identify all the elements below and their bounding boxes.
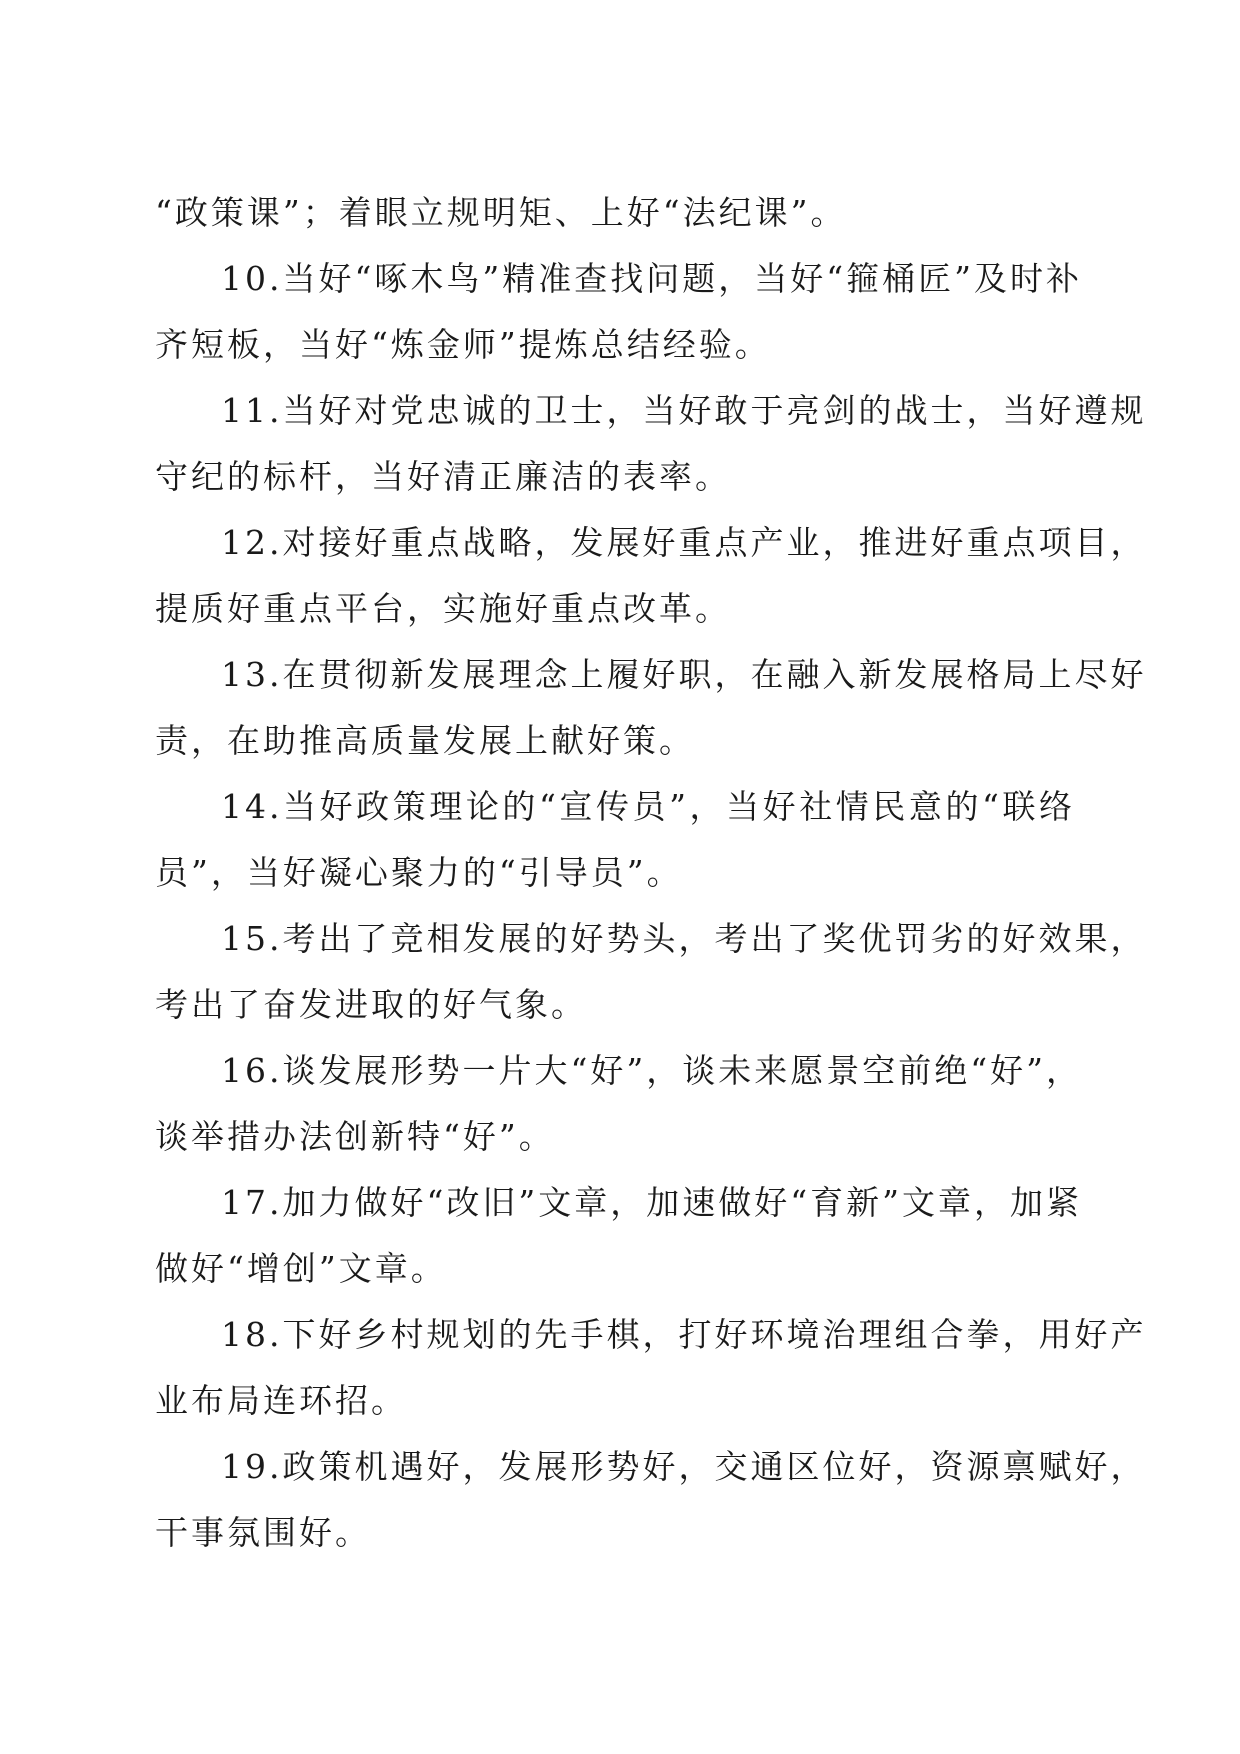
text-line: 12.对接好重点战略，发展好重点产业，推进好重点项目， (221, 523, 1147, 562)
text-line: 做好“增创”文章。 (155, 1249, 447, 1288)
text-line: 14.当好政策理论的“宣传员”，当好社情民意的“联络 (221, 787, 1075, 826)
text-line: 干事氛围好。 (155, 1513, 371, 1552)
text-line: 16.谈发展形势一片大“好”，谈未来愿景空前绝“好”， (221, 1051, 1082, 1090)
text-line: 谈举措办法创新特“好”。 (155, 1117, 555, 1156)
text-line: 守纪的标杆，当好清正廉洁的表率。 (155, 457, 731, 496)
text-line: 员”，当好凝心聚力的“引导员”。 (155, 853, 683, 892)
text-line: 齐短板，当好“炼金师”提炼总结经验。 (155, 325, 771, 364)
text-line: 17.加力做好“改旧”文章，加速做好“育新”文章，加紧 (221, 1183, 1082, 1222)
text-line: 提质好重点平台，实施好重点改革。 (155, 589, 731, 628)
text-line: 业布局连环招。 (155, 1381, 407, 1420)
text-line: 15.考出了竞相发展的好势头，考出了奖优罚劣的好效果， (221, 919, 1147, 958)
text-line: 责，在助推高质量发展上献好策。 (155, 721, 695, 760)
text-line: 19.政策机遇好，发展形势好，交通区位好，资源禀赋好， (221, 1447, 1147, 1486)
text-line: 13.在贯彻新发展理念上履好职，在融入新发展格局上尽好 (221, 655, 1147, 694)
text-line: 11.当好对党忠诚的卫士，当好敢于亮剑的战士，当好遵规 (221, 391, 1147, 430)
document-body (155, 180, 1147, 1566)
text-line: “政策课”；着眼立规明矩、上好“法纪课”。 (155, 193, 847, 232)
text-line: 18.下好乡村规划的先手棋，打好环境治理组合拳，用好产 (221, 1315, 1147, 1354)
text-line: 10.当好“啄木鸟”精准查找问题，当好“箍桶匠”及时补 (221, 259, 1082, 298)
text-line: 考出了奋发进取的好气象。 (155, 985, 587, 1024)
